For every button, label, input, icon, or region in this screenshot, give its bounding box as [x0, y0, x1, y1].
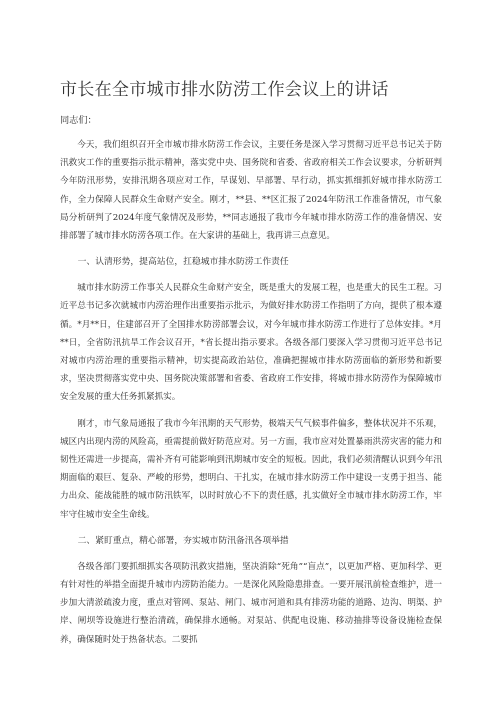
section-2-heading: 二、紧盯重点，精心部署，夯实城市防汛备汛各项举措	[77, 535, 289, 546]
section-2-paragraph-1: 各级各部门要抓细抓实各项防汛救灾措施，坚决消除“死角”“盲点”，以更加严格、更加科学、更有针对性的举措全面提升城市内涝防治能力。一是深化风险隐患排查。一要开展汛前检查维护，进一步加大清淤疏浚力度，重点对管网、泵站、闸门、城市河道和具有排涝功能的道路、边沟、明渠、护岸、闸坝等设施进行整治清疏，确保排水通畅。对泵站、供配电设施、移动抽排等设备设施检查保养，确保随时处于热备状态。二要抓	[60, 561, 442, 645]
greeting: 同志们：	[60, 115, 97, 126]
document-page	[60, 75, 442, 657]
section-1-paragraph-2: 刚才，市气象局通报了我市今年汛期的天气形势，极端天气气候事件偏多，整体状况并不乐观，城区内出现内涝的风险高，亟需提前做好防范应对。另一方面，我市应对处置暴雨洪涝灾害的能力和韧性还需进一步提高，需补齐有可能影响到汛期城市安全的短板。因此，我们必须清醒认识到今年汛期面临的艰巨、复杂、严峻的形势，想明白、干扎实，在城市排水防涝工作中建设一支勇于担当、能力出众、能战能胜的城市防汛铁军，以时时放心不下的责任感，扎实做好全市城市排水防涝工作，牢牢守住城市安全生命线。	[60, 418, 442, 520]
document-title: 市长在全市城市排水防涝工作会议上的讲话	[60, 80, 389, 100]
section-1-heading: 一、认清形势，提高站位，扛稳城市排水防涝工作责任	[77, 257, 289, 268]
section-1-paragraph-1: 城市排水防涝工作事关人民群众生命财产安全，既是重大的发展工程，也是重大的民生工程。习近平总书记多次就城市内涝治理作出重要指示批示，为做好排水防涝工作指明了方向，提供了根本遵循。*月**日，住建部召开了全国排水防涝部署会议，对今年城市排水防涝工作进行了总体安排。*月**日，全省防汛抗旱工作会议召开，*省长提出指示要求。各级各部门要深入学习贯彻习近平总书记对城市内涝治理的重要指示精神，切实提高政治站位，准确把握城市排水防涝面临的新形势和新要求，坚决贯彻落实党中央、国务院决策部署和省委、省政府工作安排，将城市排水防涝作为保障城市安全发展的重大任务抓紧抓实。	[60, 283, 442, 403]
intro-paragraph: 今天，我们组织召开全市城市排水防涝工作会议，主要任务是深入学习贯彻习近平总书记关于防汛救灾工作的重要指示批示精神，落实党中央、国务院和省委、省政府相关工作会议要求，分析研判今年防汛形势，安排汛期各项应对工作，早谋划、早部署、早行动，抓实抓细抓好城市排水防涝工作，全力保障人民群众生命财产安全。刚才，**县、**区汇报了2024年防汛工作准备情况，市气象局分析研判了2024年度气象情况及形势，**同志通报了我市今年城市排水防涝工作的准备情况、安排部署了城市排水防涝各项工作。在大家讲的基础上，我再讲三点意见。	[60, 140, 442, 242]
